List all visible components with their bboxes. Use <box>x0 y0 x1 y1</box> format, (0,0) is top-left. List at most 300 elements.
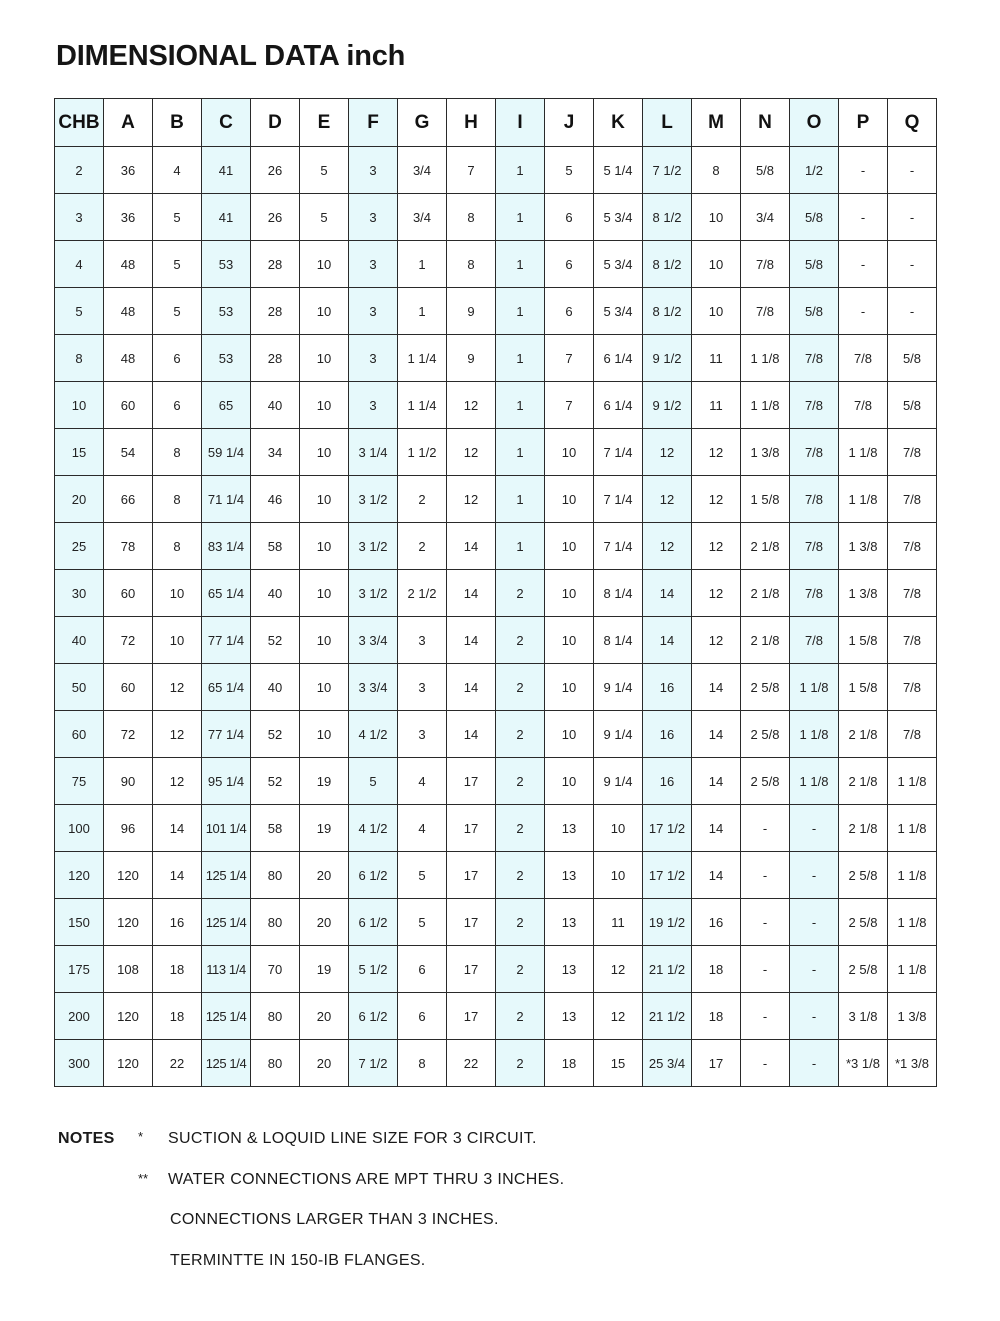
table-cell: 7/8 <box>790 570 839 617</box>
table-cell: 12 <box>153 758 202 805</box>
table-cell: 6 <box>398 993 447 1040</box>
table-cell: 58 <box>251 805 300 852</box>
table-cell: 1 1/8 <box>888 852 937 899</box>
table-cell: 1 5/8 <box>839 664 888 711</box>
table-cell: 5 <box>398 852 447 899</box>
table-cell: 1 <box>496 288 545 335</box>
table-cell: 41 <box>202 194 251 241</box>
table-cell: 3 <box>55 194 104 241</box>
table-cell: 26 <box>251 147 300 194</box>
table-row <box>55 711 937 758</box>
table-cell: 17 <box>447 758 496 805</box>
table-cell: 5/8 <box>790 241 839 288</box>
table-cell: 14 <box>153 805 202 852</box>
table-cell: 6 1/4 <box>594 382 643 429</box>
table-cell: 78 <box>104 523 153 570</box>
table-cell: *1 3/8 <box>888 1040 937 1087</box>
table-cell: - <box>741 946 790 993</box>
table-cell: 12 <box>153 664 202 711</box>
table-cell: 5 <box>55 288 104 335</box>
table-cell: 12 <box>594 993 643 1040</box>
table-cell: 40 <box>251 382 300 429</box>
table-cell: 3 1/2 <box>349 570 398 617</box>
table-cell: 6 1/2 <box>349 899 398 946</box>
table-cell: 7 <box>545 382 594 429</box>
table-cell: 12 <box>692 429 741 476</box>
table-cell: 3 1/8 <box>839 993 888 1040</box>
table-cell: 8 <box>55 335 104 382</box>
note-marker: * <box>138 1129 144 1144</box>
table-cell: 1 <box>496 382 545 429</box>
table-row <box>55 1040 937 1087</box>
column-header: A <box>104 99 153 147</box>
table-cell: 3 <box>398 617 447 664</box>
table-cell: 5/8 <box>790 288 839 335</box>
table-cell: 18 <box>153 993 202 1040</box>
table-cell: 2 5/8 <box>839 899 888 946</box>
table-cell: 14 <box>692 711 741 758</box>
table-cell: 8 <box>153 429 202 476</box>
table-row <box>55 617 937 664</box>
table-cell: 53 <box>202 335 251 382</box>
table-cell: 6 1/4 <box>594 335 643 382</box>
table-cell: 7/8 <box>741 241 790 288</box>
table-cell: 7/8 <box>790 523 839 570</box>
table-cell: 25 <box>55 523 104 570</box>
table-cell: 14 <box>643 617 692 664</box>
table-cell: 17 <box>447 946 496 993</box>
column-header: O <box>790 99 839 147</box>
table-cell: 1 5/8 <box>839 617 888 664</box>
table-cell: 125 1/4 <box>202 899 251 946</box>
table-cell: 1 1/8 <box>790 711 839 758</box>
table-cell: 1 1/8 <box>790 758 839 805</box>
table-cell: 10 <box>692 241 741 288</box>
table-cell: 7/8 <box>888 523 937 570</box>
table-cell: 12 <box>447 429 496 476</box>
column-header: K <box>594 99 643 147</box>
table-cell: 65 <box>202 382 251 429</box>
table-cell: 1 <box>496 194 545 241</box>
table-cell: 2 5/8 <box>741 758 790 805</box>
table-cell: 83 1/4 <box>202 523 251 570</box>
column-header: L <box>643 99 692 147</box>
table-cell: - <box>790 852 839 899</box>
table-cell: 3 <box>349 147 398 194</box>
table-cell: 12 <box>447 382 496 429</box>
table-cell: 1 1/8 <box>790 664 839 711</box>
table-cell: 75 <box>55 758 104 805</box>
table-cell: 10 <box>300 711 349 758</box>
table-cell: 72 <box>104 711 153 758</box>
note-text: SUCTION & LOQUID LINE SIZE FOR 3 CIRCUIT. <box>168 1130 537 1147</box>
table-cell: 10 <box>300 617 349 664</box>
table-cell: 120 <box>104 1040 153 1087</box>
table-cell: 40 <box>55 617 104 664</box>
table-cell: 8 <box>153 476 202 523</box>
table-cell: 2 <box>496 1040 545 1087</box>
note-text: CONNECTIONS LARGER THAN 3 INCHES. <box>170 1211 499 1228</box>
table-row <box>55 664 937 711</box>
table-cell: 14 <box>153 852 202 899</box>
table-cell: 90 <box>104 758 153 805</box>
table-cell: 10 <box>300 523 349 570</box>
table-cell: 19 <box>300 758 349 805</box>
table-cell: 8 <box>447 241 496 288</box>
table-cell: 150 <box>55 899 104 946</box>
table-cell: 7/8 <box>888 711 937 758</box>
table-cell: 2 5/8 <box>741 711 790 758</box>
table-cell: 10 <box>692 288 741 335</box>
table-cell: 1 <box>398 288 447 335</box>
table-cell: - <box>741 993 790 1040</box>
table-cell: - <box>790 993 839 1040</box>
table-cell: 14 <box>692 758 741 805</box>
table-cell: 1 5/8 <box>741 476 790 523</box>
table-cell: 4 1/2 <box>349 711 398 758</box>
table-cell: 10 <box>300 476 349 523</box>
table-cell: 7/8 <box>741 288 790 335</box>
table-cell: 17 <box>692 1040 741 1087</box>
table-row <box>55 335 937 382</box>
table-cell: 11 <box>594 899 643 946</box>
table-cell: 2 <box>496 758 545 805</box>
table-cell: 2 5/8 <box>839 946 888 993</box>
table-cell: 2 <box>496 993 545 1040</box>
column-header: N <box>741 99 790 147</box>
table-cell: 14 <box>447 664 496 711</box>
table-cell: 17 1/2 <box>643 805 692 852</box>
table-cell: 17 1/2 <box>643 852 692 899</box>
table-cell: 19 <box>300 805 349 852</box>
table-cell: 8 <box>398 1040 447 1087</box>
table-cell: 80 <box>251 852 300 899</box>
column-header: I <box>496 99 545 147</box>
table-cell: 7/8 <box>888 617 937 664</box>
table-cell: 14 <box>447 711 496 758</box>
table-cell: 1 <box>496 241 545 288</box>
column-header: M <box>692 99 741 147</box>
table-row <box>55 382 937 429</box>
table-cell: 7 <box>447 147 496 194</box>
note-marker: ** <box>138 1171 149 1186</box>
table-row <box>55 288 937 335</box>
table-cell: - <box>790 946 839 993</box>
table-cell: 2 <box>496 805 545 852</box>
table-cell: 1 1/8 <box>888 946 937 993</box>
table-cell: 1 1/4 <box>398 382 447 429</box>
table-cell: 10 <box>545 711 594 758</box>
table-cell: - <box>888 194 937 241</box>
table-cell: 28 <box>251 335 300 382</box>
table-cell: 1 3/8 <box>839 523 888 570</box>
table-cell: 17 <box>447 852 496 899</box>
table-cell: 8 1/4 <box>594 617 643 664</box>
table-cell: 22 <box>153 1040 202 1087</box>
table-cell: 1 1/8 <box>741 335 790 382</box>
table-cell: 8 1/2 <box>643 288 692 335</box>
table-cell: 40 <box>251 570 300 617</box>
table-cell: - <box>839 147 888 194</box>
table-cell: 3 <box>349 194 398 241</box>
table-cell: 20 <box>300 993 349 1040</box>
table-cell: 60 <box>104 570 153 617</box>
table-cell: 14 <box>447 523 496 570</box>
table-cell: - <box>790 1040 839 1087</box>
column-header: E <box>300 99 349 147</box>
table-cell: 2 <box>496 570 545 617</box>
table-cell: 2 1/2 <box>398 570 447 617</box>
column-header: B <box>153 99 202 147</box>
table-cell: 1 <box>496 335 545 382</box>
table-row <box>55 570 937 617</box>
table-cell: 52 <box>251 617 300 664</box>
column-header: CHB <box>55 99 104 147</box>
table-cell: 8 <box>692 147 741 194</box>
table-cell: 50 <box>55 664 104 711</box>
table-cell: 60 <box>55 711 104 758</box>
table-cell: 10 <box>153 617 202 664</box>
table-cell: 22 <box>447 1040 496 1087</box>
table-cell: 3 <box>349 335 398 382</box>
table-row <box>55 523 937 570</box>
table-cell: 7/8 <box>790 617 839 664</box>
table-cell: 9 1/4 <box>594 711 643 758</box>
table-cell: 13 <box>545 852 594 899</box>
table-cell: 48 <box>104 335 153 382</box>
table-cell: 7 1/2 <box>349 1040 398 1087</box>
table-cell: 16 <box>692 899 741 946</box>
table-cell: 53 <box>202 288 251 335</box>
table-cell: 10 <box>300 382 349 429</box>
table-cell: 60 <box>104 664 153 711</box>
table-cell: - <box>888 241 937 288</box>
table-cell: 5 <box>153 241 202 288</box>
table-cell: 2 <box>496 899 545 946</box>
table-cell: 66 <box>104 476 153 523</box>
table-cell: 18 <box>692 946 741 993</box>
table-cell: 1 <box>496 429 545 476</box>
table-cell: 2 1/8 <box>741 617 790 664</box>
table-cell: 5 <box>349 758 398 805</box>
table-cell: 108 <box>104 946 153 993</box>
table-cell: 1 <box>398 241 447 288</box>
table-cell: 15 <box>594 1040 643 1087</box>
table-cell: 2 1/8 <box>741 523 790 570</box>
table-cell: 36 <box>104 147 153 194</box>
table-cell: 10 <box>55 382 104 429</box>
table-cell: 4 <box>398 758 447 805</box>
table-cell: 3 <box>398 711 447 758</box>
table-cell: 3 1/4 <box>349 429 398 476</box>
note-text: WATER CONNECTIONS ARE MPT THRU 3 INCHES. <box>168 1171 565 1188</box>
table-cell: 1 1/8 <box>888 758 937 805</box>
table-cell: 13 <box>545 899 594 946</box>
table-cell: 1 1/8 <box>741 382 790 429</box>
table-cell: 10 <box>545 429 594 476</box>
table-cell: 1 1/8 <box>839 429 888 476</box>
table-cell: 8 1/2 <box>643 241 692 288</box>
table-cell: 12 <box>643 523 692 570</box>
table-cell: 9 <box>447 335 496 382</box>
table-cell: 7 1/4 <box>594 429 643 476</box>
table-row <box>55 805 937 852</box>
table-cell: 4 <box>153 147 202 194</box>
table-cell: 7/8 <box>790 429 839 476</box>
table-cell: 53 <box>202 241 251 288</box>
table-cell: 71 1/4 <box>202 476 251 523</box>
notes-label: NOTES <box>58 1130 115 1147</box>
table-cell: 3 <box>349 382 398 429</box>
table-cell: 12 <box>692 476 741 523</box>
table-cell: 7 1/4 <box>594 523 643 570</box>
note-text: TERMINTTE IN 150-IB FLANGES. <box>170 1252 426 1269</box>
table-cell: 175 <box>55 946 104 993</box>
table-cell: 8 1/2 <box>643 194 692 241</box>
table-cell: 5 <box>545 147 594 194</box>
table-cell: 12 <box>643 429 692 476</box>
table-cell: 300 <box>55 1040 104 1087</box>
table-cell: 3/4 <box>398 147 447 194</box>
table-row <box>55 476 937 523</box>
table-cell: 14 <box>447 570 496 617</box>
table-cell: 21 1/2 <box>643 993 692 1040</box>
table-cell: 125 1/4 <box>202 1040 251 1087</box>
table-cell: 10 <box>545 617 594 664</box>
table-cell: 7/8 <box>888 664 937 711</box>
table-cell: 18 <box>545 1040 594 1087</box>
table-cell: 1 1/8 <box>888 899 937 946</box>
table-cell: - <box>741 899 790 946</box>
table-cell: 5 <box>300 147 349 194</box>
table-row <box>55 429 937 476</box>
table-cell: 40 <box>251 664 300 711</box>
table-cell: 5 <box>300 194 349 241</box>
table-cell: 5 1/2 <box>349 946 398 993</box>
column-header: D <box>251 99 300 147</box>
table-cell: 1 3/8 <box>888 993 937 1040</box>
table-cell: 16 <box>643 711 692 758</box>
table-cell: 4 1/2 <box>349 805 398 852</box>
table-cell: 1 <box>496 523 545 570</box>
table-body <box>55 147 937 1087</box>
table-cell: 2 5/8 <box>741 664 790 711</box>
table-cell: 2 <box>398 523 447 570</box>
table-cell: 3 <box>349 241 398 288</box>
table-cell: 7 1/4 <box>594 476 643 523</box>
table-cell: 2 <box>496 617 545 664</box>
table-cell: 2 1/8 <box>839 711 888 758</box>
table-cell: 10 <box>545 523 594 570</box>
table-cell: - <box>839 241 888 288</box>
column-header: J <box>545 99 594 147</box>
table-cell: 1 1/8 <box>888 805 937 852</box>
table-cell: 100 <box>55 805 104 852</box>
table-cell: 10 <box>545 664 594 711</box>
table-cell: 2 <box>55 147 104 194</box>
table-cell: 2 1/8 <box>839 805 888 852</box>
table-cell: 120 <box>104 852 153 899</box>
table-cell: 1 1/4 <box>398 335 447 382</box>
table-cell: 60 <box>104 382 153 429</box>
table-cell: 1 <box>496 476 545 523</box>
table-cell: 80 <box>251 993 300 1040</box>
table-cell: 5 3/4 <box>594 241 643 288</box>
table-cell: 10 <box>153 570 202 617</box>
table-cell: 5 <box>153 194 202 241</box>
table-cell: 14 <box>447 617 496 664</box>
table-cell: 13 <box>545 805 594 852</box>
table-cell: 17 <box>447 993 496 1040</box>
table-cell: 80 <box>251 1040 300 1087</box>
column-header: G <box>398 99 447 147</box>
table-header-row <box>55 99 937 147</box>
table-cell: 5 <box>398 899 447 946</box>
table-cell: 65 1/4 <box>202 664 251 711</box>
table-cell: 125 1/4 <box>202 852 251 899</box>
table-cell: 65 1/4 <box>202 570 251 617</box>
table-cell: 12 <box>594 946 643 993</box>
table-cell: 8 <box>153 523 202 570</box>
table-cell: 2 <box>496 946 545 993</box>
table-cell: 2 5/8 <box>839 852 888 899</box>
table-cell: *3 1/8 <box>839 1040 888 1087</box>
table-cell: 36 <box>104 194 153 241</box>
table-row <box>55 946 937 993</box>
table-cell: 7/8 <box>790 476 839 523</box>
table-cell: 52 <box>251 711 300 758</box>
table-cell: 20 <box>300 1040 349 1087</box>
table-cell: 6 <box>153 335 202 382</box>
table-cell: 19 <box>300 946 349 993</box>
table-cell: 2 1/8 <box>741 570 790 617</box>
table-cell: 80 <box>251 899 300 946</box>
table-cell: 6 <box>545 288 594 335</box>
table-cell: 4 <box>398 805 447 852</box>
table-cell: 72 <box>104 617 153 664</box>
table-cell: 20 <box>300 899 349 946</box>
table-cell: 58 <box>251 523 300 570</box>
table-cell: 7 1/2 <box>643 147 692 194</box>
table-cell: 7/8 <box>839 335 888 382</box>
table-cell: 12 <box>153 711 202 758</box>
table-cell: 8 <box>447 194 496 241</box>
table-cell: 1 1/8 <box>839 476 888 523</box>
table-cell: 10 <box>300 429 349 476</box>
table-cell: 9 1/4 <box>594 664 643 711</box>
table-cell: 9 1/4 <box>594 758 643 805</box>
table-row <box>55 241 937 288</box>
table-row <box>55 852 937 899</box>
table-cell: 6 <box>545 241 594 288</box>
table-cell: 48 <box>104 288 153 335</box>
table-cell: 18 <box>153 946 202 993</box>
table-cell: 125 1/4 <box>202 993 251 1040</box>
table-cell: 16 <box>643 758 692 805</box>
table-cell: 10 <box>545 476 594 523</box>
table-cell: 13 <box>545 993 594 1040</box>
table-cell: 52 <box>251 758 300 805</box>
table-cell: 14 <box>692 852 741 899</box>
table-cell: 16 <box>643 664 692 711</box>
table-cell: 5/8 <box>790 194 839 241</box>
table-cell: 2 <box>496 711 545 758</box>
table-cell: 5 3/4 <box>594 194 643 241</box>
table-cell: 10 <box>300 335 349 382</box>
table-cell: 3/4 <box>741 194 790 241</box>
table-cell: 19 1/2 <box>643 899 692 946</box>
table-cell: 17 <box>447 899 496 946</box>
